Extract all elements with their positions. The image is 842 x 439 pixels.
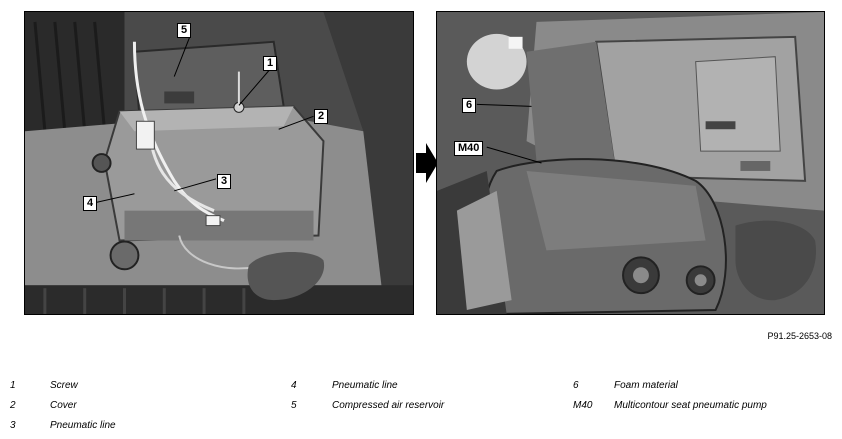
legend-text: Foam material <box>614 380 678 391</box>
legend-num: 3 <box>10 420 16 431</box>
callout-1: 1 <box>263 56 277 71</box>
arrow-right-icon <box>416 143 438 183</box>
left-photo <box>24 11 414 315</box>
legend-num: M40 <box>573 400 593 411</box>
legend-num: 5 <box>291 400 297 411</box>
legend-text: Multicontour seat pneumatic pump <box>614 400 767 411</box>
legend-num: 6 <box>573 380 579 391</box>
callout-3: 3 <box>217 174 231 189</box>
callout-m40: M40 <box>454 141 483 156</box>
figure-reference: P91.25-2653-08 <box>767 331 832 341</box>
callout-6: 6 <box>462 98 476 113</box>
callout-5: 5 <box>177 23 191 38</box>
legend-text: Cover <box>50 400 77 411</box>
legend-num: 2 <box>10 400 16 411</box>
legend-text: Pneumatic line <box>332 380 398 391</box>
legend-num: 1 <box>10 380 16 391</box>
legend-text: Pneumatic line <box>50 420 116 431</box>
right-photo-illustration <box>437 12 824 314</box>
left-photo-illustration <box>25 12 413 314</box>
legend-num: 4 <box>291 380 297 391</box>
callout-2: 2 <box>314 109 328 124</box>
legend-text: Screw <box>50 380 78 391</box>
callout-4: 4 <box>83 196 97 211</box>
right-photo <box>436 11 825 315</box>
legend-text: Compressed air reservoir <box>332 400 445 411</box>
